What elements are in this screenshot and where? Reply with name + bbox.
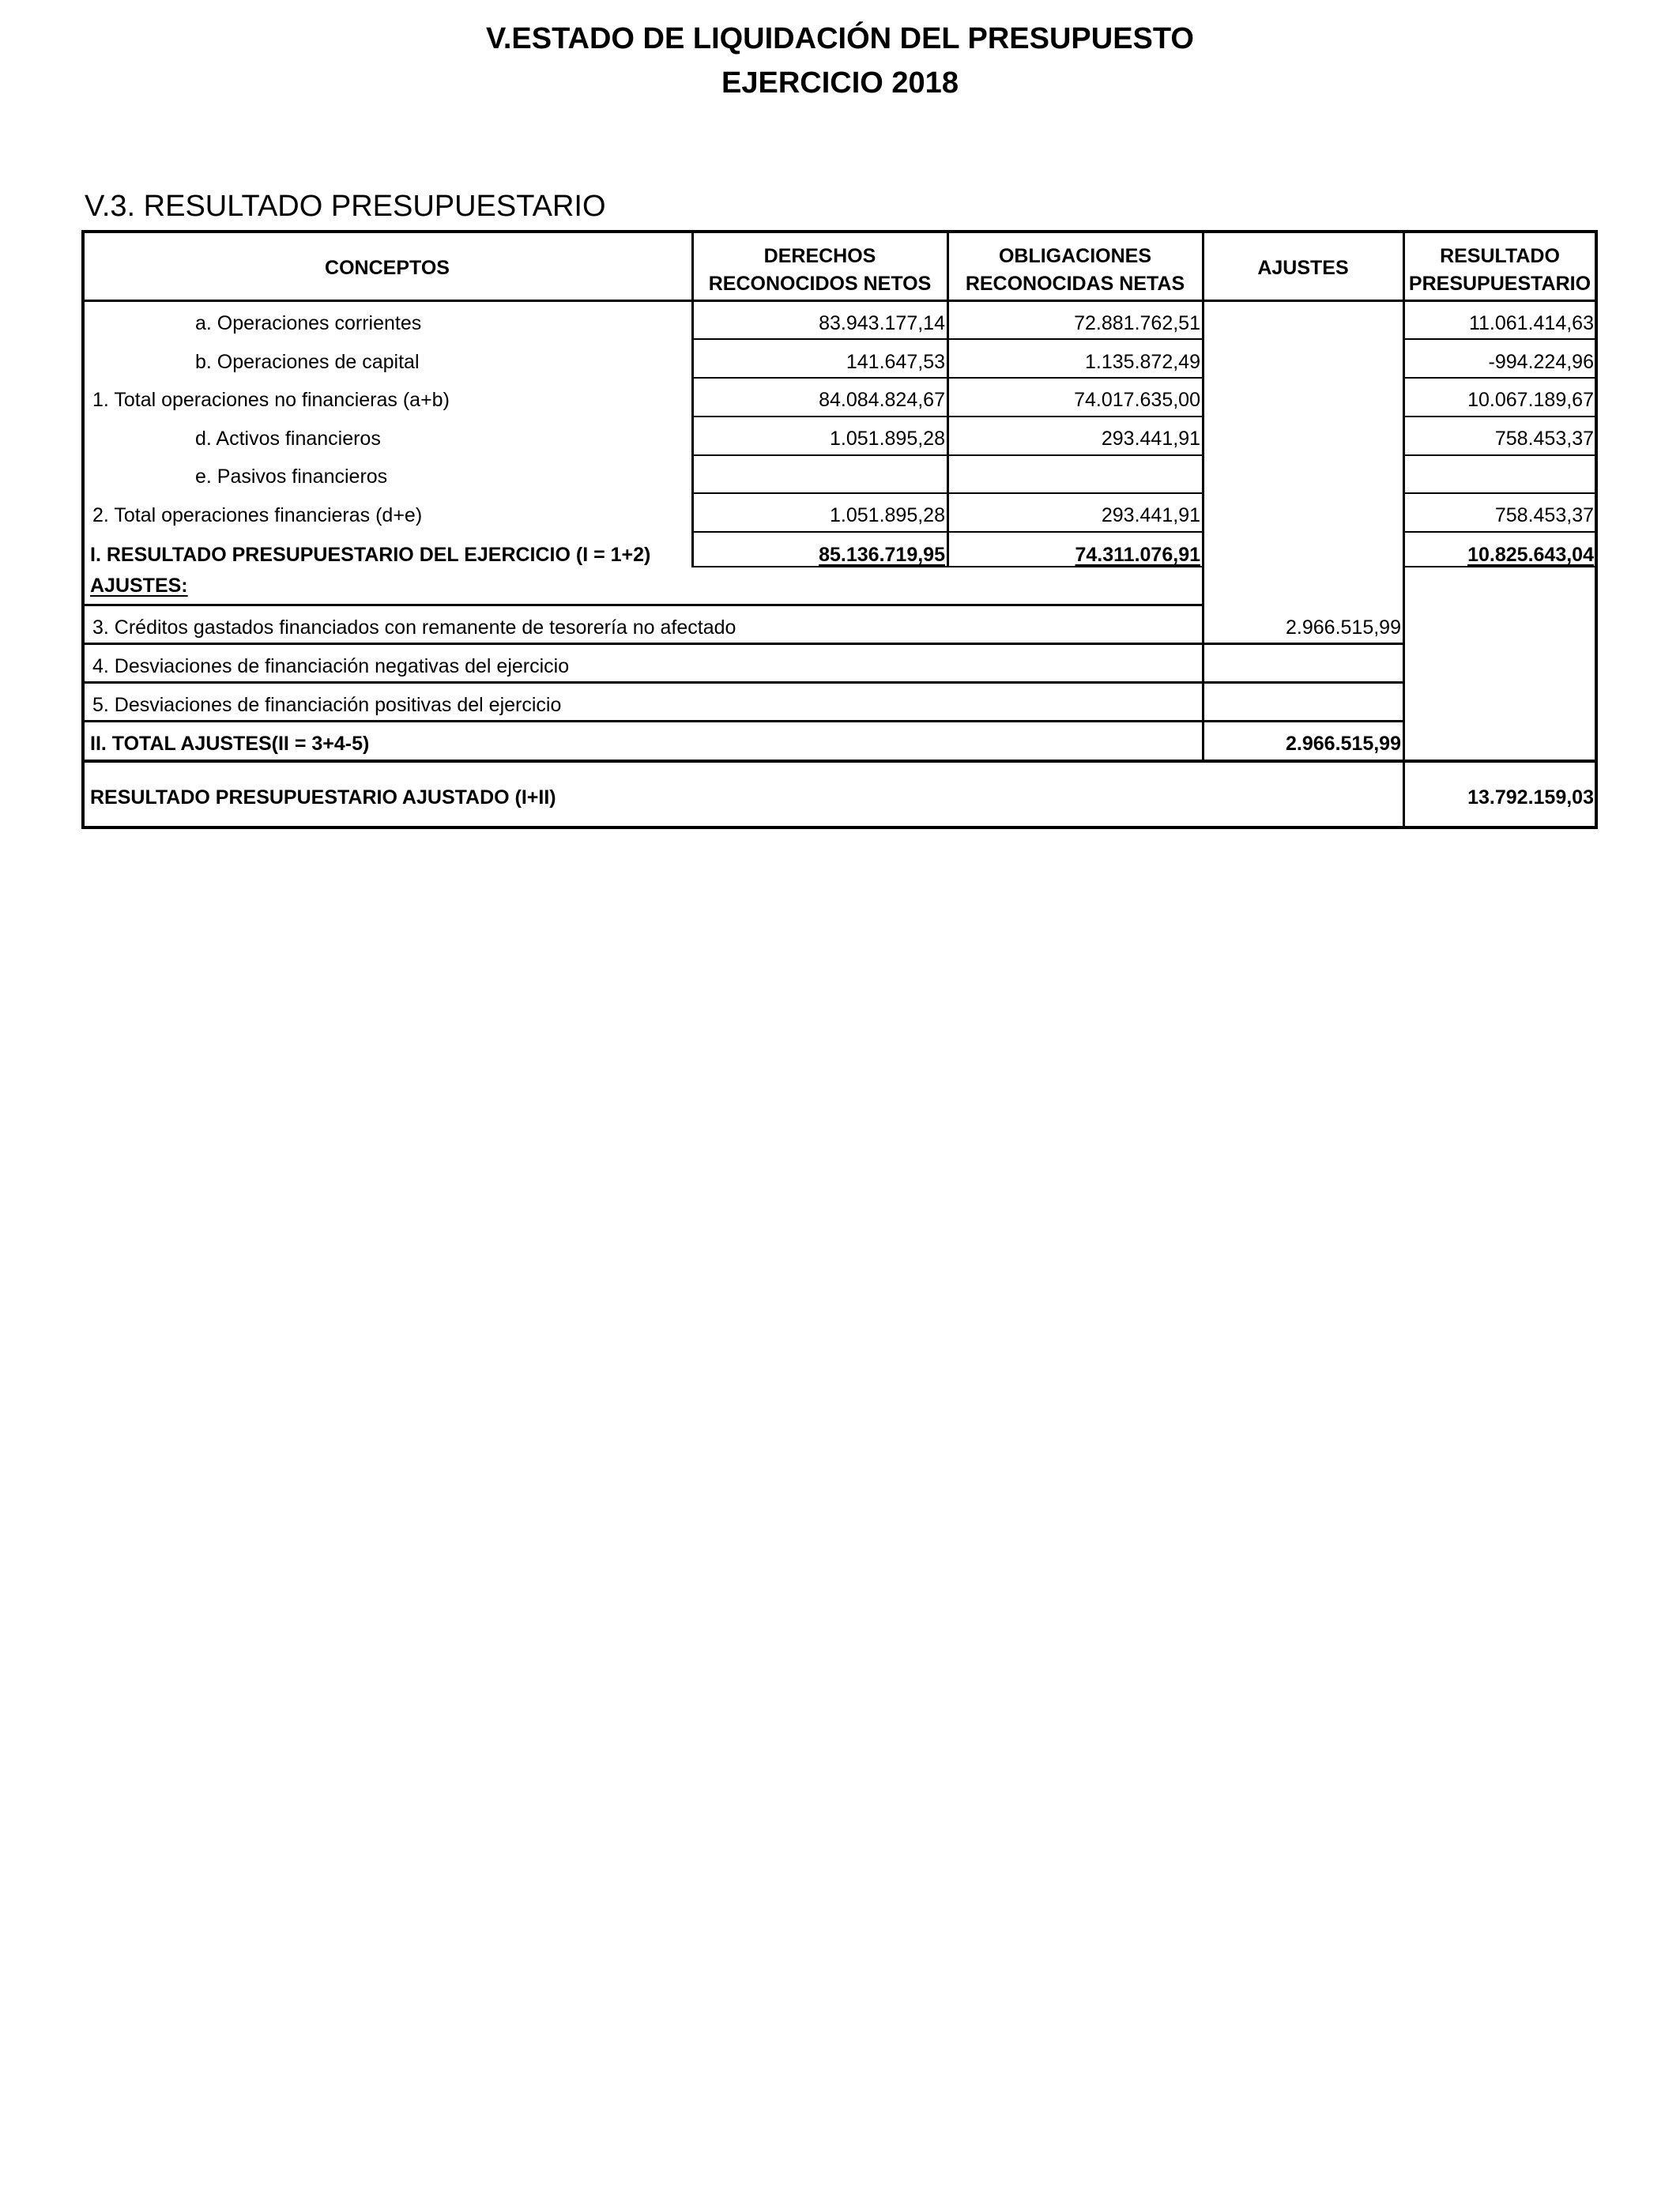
header-derechos-line2: RECONOCIDOS NETOS <box>708 273 932 295</box>
row-b-resultado: -994.224,96 <box>1488 351 1594 373</box>
row-d-derechos: 1.051.895,28 <box>830 428 945 450</box>
row-II-ajuste: 2.966.515,99 <box>1286 733 1401 755</box>
hline-row4-bottom <box>81 681 1405 684</box>
row-1-obligaciones: 74.017.635,00 <box>1074 389 1200 411</box>
row-d-concepto: d. Activos financieros <box>195 428 381 450</box>
header-obligaciones-line1: OBLIGACIONES <box>998 245 1152 267</box>
header-bottom-line <box>81 300 1598 302</box>
row-2-concepto: 2. Total operaciones financieras (d+e) <box>92 504 423 526</box>
hline-row3-bottom <box>81 643 1405 645</box>
hline-1r <box>1403 338 1598 340</box>
outer-right-border <box>1595 230 1598 829</box>
row-2-resultado: 758.453,37 <box>1494 504 1594 526</box>
final-concepto: RESULTADO PRESUPUESTARIO AJUSTADO (I+II) <box>90 786 556 809</box>
section-title: V.3. RESULTADO PRESUPUESTARIO <box>85 190 606 223</box>
document-title: V.ESTADO DE LIQUIDACIÓN DEL PRESUPUESTO <box>486 22 1194 55</box>
hline-5 <box>691 492 1204 494</box>
header-obligaciones-line2: RECONOCIDAS NETAS <box>965 273 1185 295</box>
row-b-concepto: b. Operaciones de capital <box>195 351 420 373</box>
row-b-derechos: 141.647,53 <box>846 351 945 373</box>
header-resultado-line1: RESULTADO <box>1440 245 1560 267</box>
outer-bottom-border <box>81 826 1598 829</box>
row-I-concepto: I. RESULTADO PRESUPUESTARIO DEL EJERCICIO (I = 1+2) <box>90 544 651 566</box>
hline-total-bottom-left <box>691 566 1204 567</box>
outer-left-border <box>81 230 85 829</box>
row-1-concepto: 1. Total operaciones no financieras (a+b) <box>92 389 450 411</box>
vline-derechos-left <box>691 230 694 567</box>
hline-5r <box>1403 492 1598 494</box>
hline-3r <box>1403 416 1598 417</box>
row-b-obligaciones: 1.135.872,49 <box>1085 351 1200 373</box>
final-resultado: 13.792.159,03 <box>1467 786 1594 809</box>
document-subtitle: EJERCICIO 2018 <box>721 66 959 100</box>
hline-2 <box>691 377 1204 379</box>
row-I-resultado: 10.825.643,04 <box>1467 544 1594 566</box>
row-1-derechos: 84.084.824,67 <box>819 389 945 411</box>
header-obligaciones <box>948 243 1202 298</box>
row-d-resultado: 758.453,37 <box>1494 428 1594 450</box>
row-2-obligaciones: 293.441,91 <box>1101 504 1200 526</box>
row-d-obligaciones: 293.441,91 <box>1101 428 1200 450</box>
hline-6r <box>1403 531 1598 533</box>
row-4-concepto: 4. Desviaciones de financiación negativas del ejercicio <box>92 655 570 677</box>
hline-total-bottom-right <box>1403 566 1598 567</box>
row-II-concepto: II. TOTAL AJUSTES(II = 3+4-5) <box>90 733 370 755</box>
row-1-resultado: 10.067.189,67 <box>1467 389 1594 411</box>
row-a-concepto: a. Operaciones corrientes <box>195 312 422 334</box>
hline-6 <box>691 531 1204 533</box>
header-derechos <box>693 243 947 298</box>
row-3-concepto: 3. Créditos gastados financiados con remanente de tesorería no afectado <box>92 616 736 639</box>
row-e-concepto: e. Pasivos financieros <box>195 466 388 488</box>
header-resultado-line2: PRESUPUESTARIO <box>1408 273 1591 295</box>
hline-rowII-bottom <box>81 760 1598 763</box>
row-3-ajuste: 2.966.515,99 <box>1286 616 1401 639</box>
ajustes-heading: AJUSTES: <box>90 575 188 597</box>
row-5-concepto: 5. Desviaciones de financiación positivas del ejercicio <box>92 694 562 716</box>
hline-2r <box>1403 377 1598 379</box>
hline-4r <box>1403 454 1598 456</box>
outer-top-border <box>81 230 1598 233</box>
row-I-derechos: 85.136.719,95 <box>819 544 945 566</box>
header-resultado <box>1404 243 1595 298</box>
hline-ajustes-heading-bottom <box>81 604 1204 606</box>
vline-resultado-left <box>1403 230 1405 829</box>
hline-1 <box>691 338 1204 340</box>
header-derechos-line1: DERECHOS <box>763 245 876 267</box>
hline-row5-bottom <box>81 720 1405 722</box>
row-2-derechos: 1.051.895,28 <box>830 504 945 526</box>
hline-4 <box>691 454 1204 456</box>
row-a-obligaciones: 72.881.762,51 <box>1074 312 1200 334</box>
row-a-derechos: 83.943.177,14 <box>819 312 945 334</box>
vline-obligaciones-left <box>947 230 949 567</box>
hline-3 <box>691 416 1204 417</box>
header-ajustes: AJUSTES <box>1257 257 1349 279</box>
row-I-obligaciones: 74.311.076,91 <box>1075 544 1200 566</box>
row-a-resultado: 11.061.414,63 <box>1468 312 1594 334</box>
header-conceptos: CONCEPTOS <box>325 257 450 279</box>
